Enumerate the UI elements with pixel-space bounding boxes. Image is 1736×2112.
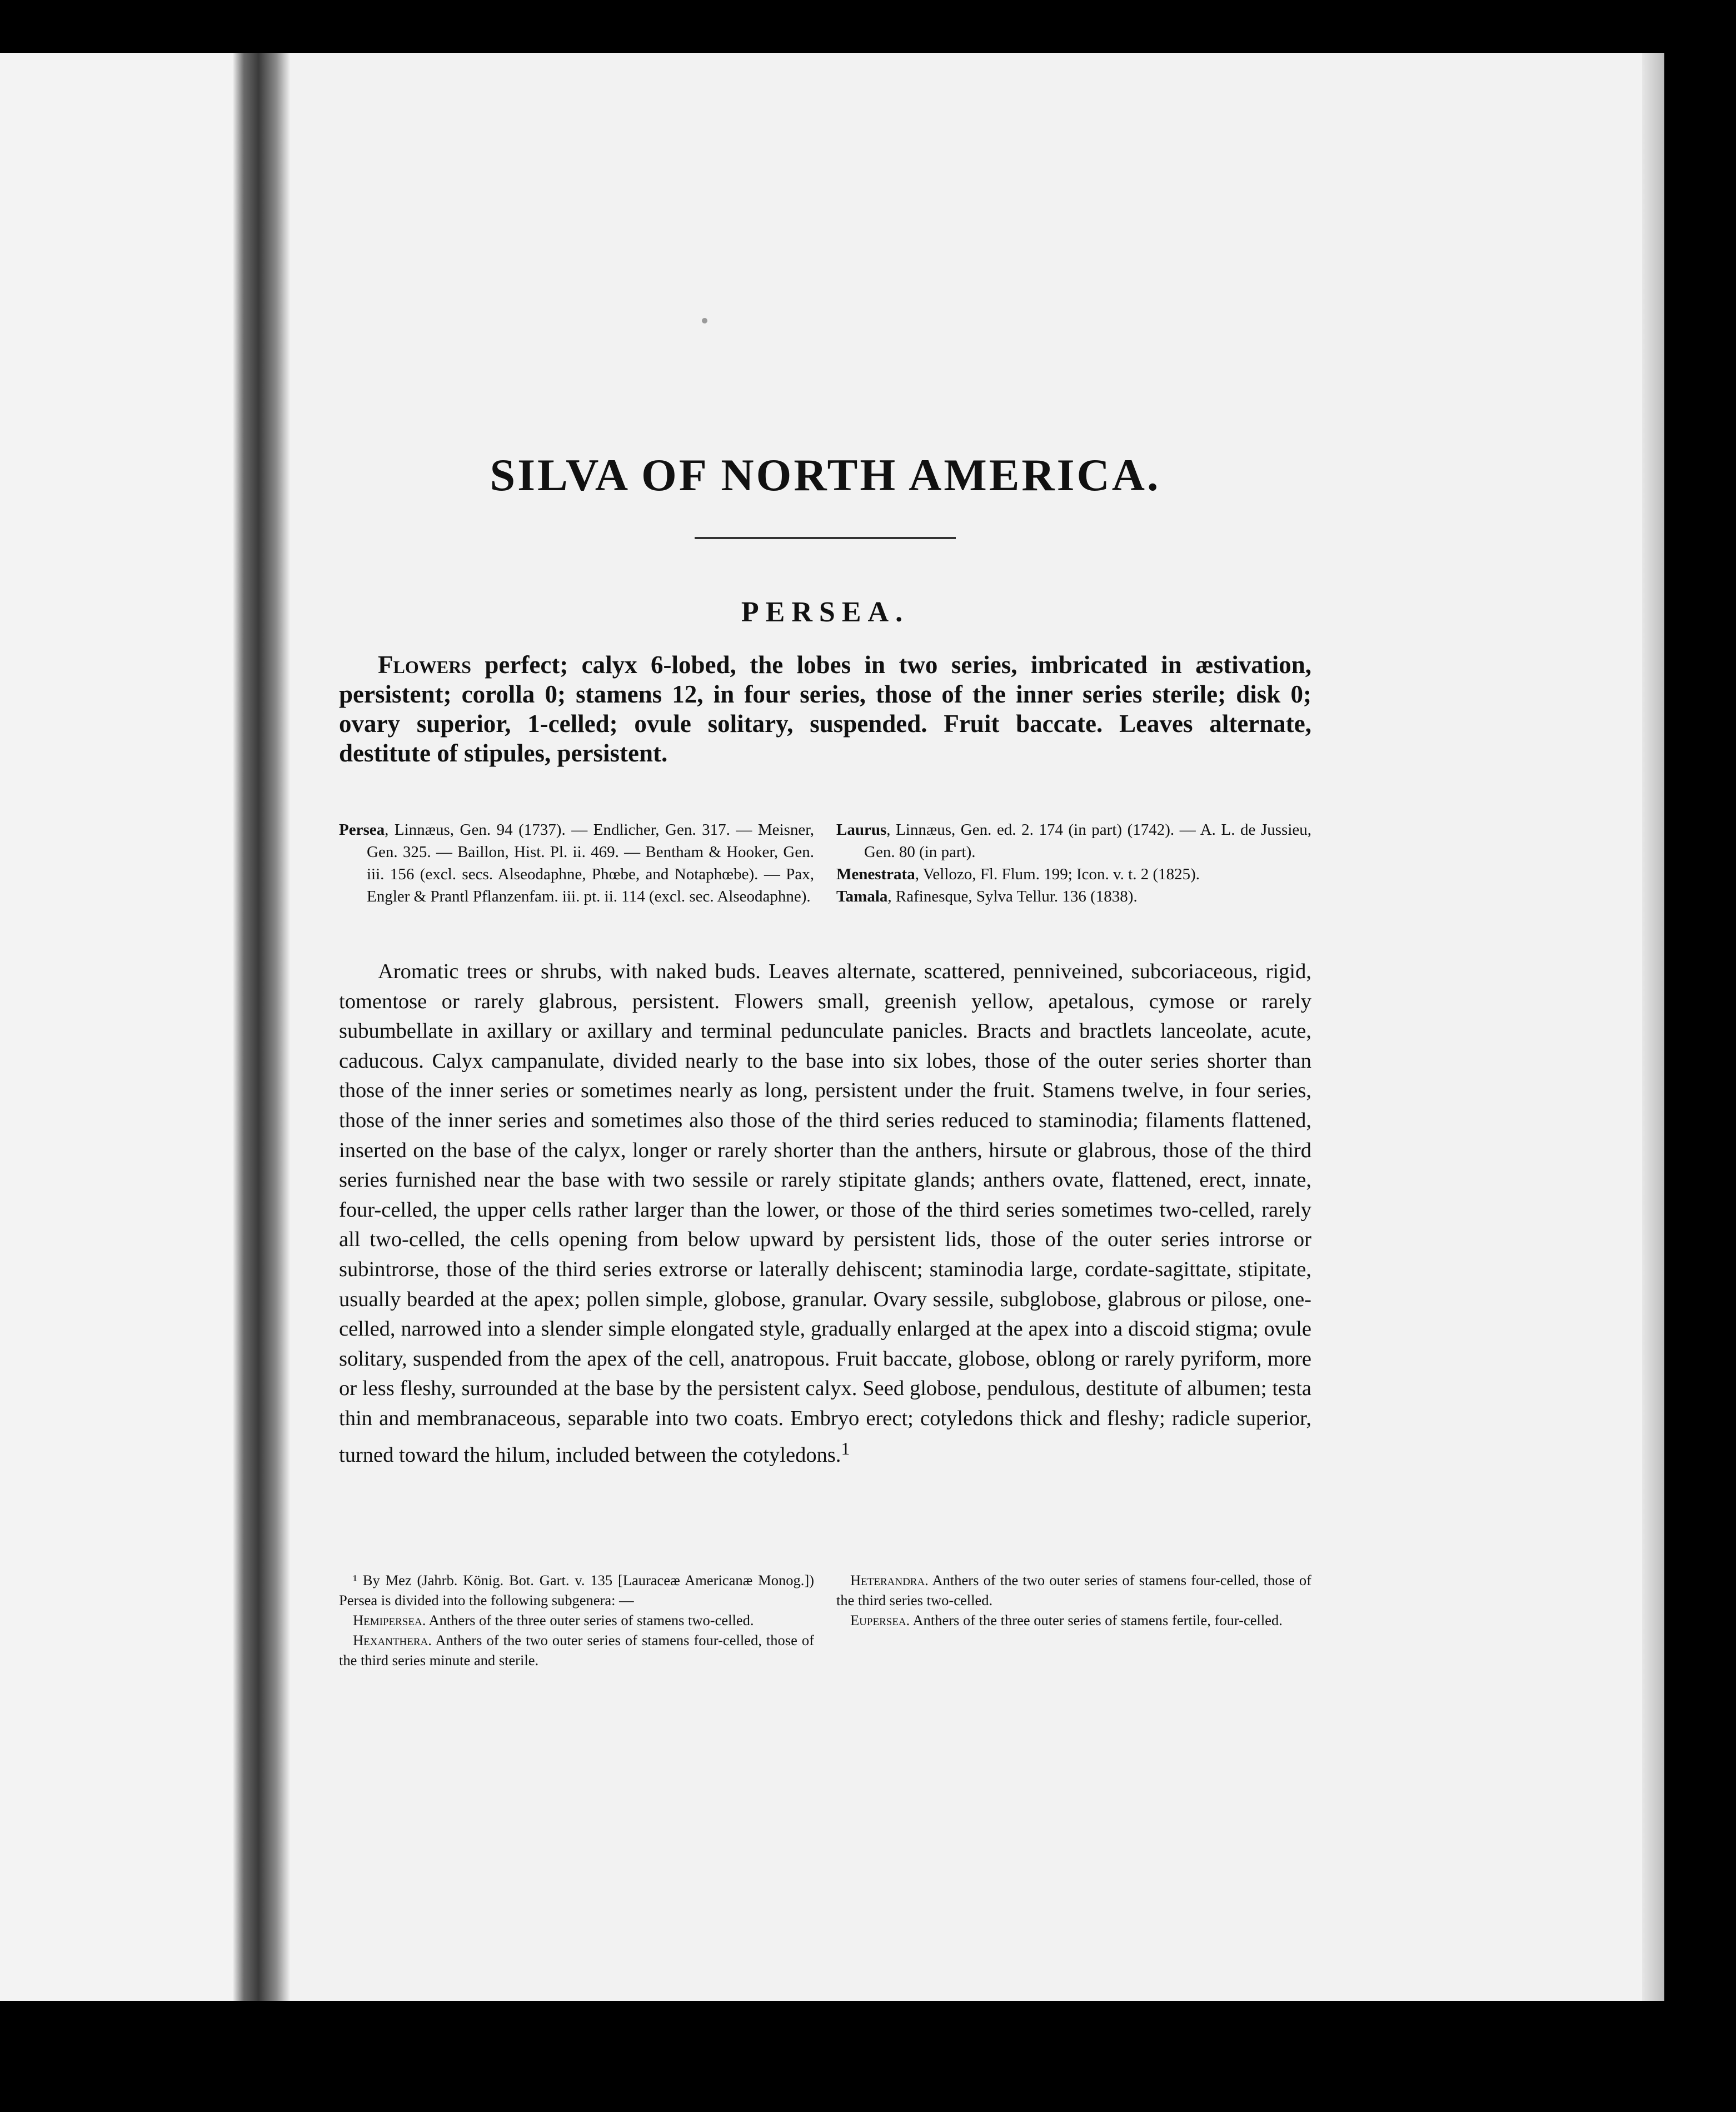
footnote-subgenus bbox=[339, 1630, 814, 1670]
synonymy-entry bbox=[836, 863, 1311, 885]
genus-description-text: perfect; calyx 6-lobed, the lobes in two series, imbricated in æstivation, persistent; corolla 0; stamens 12, in four series, those of the inner series sterile; disk 0; ovary superior, 1-celled; ovule solitary, suspended. Fruit baccate. Leaves alternate, destitute of stipules, persistent. bbox=[339, 651, 1311, 767]
synonym-name: Persea bbox=[339, 821, 385, 839]
subgenus-name: Eupersea. bbox=[850, 1612, 910, 1628]
subgenus-text: Anthers of the two outer series of stamens four-celled, those of the third series two-celled. bbox=[836, 1572, 1311, 1608]
genus-body-text bbox=[339, 957, 1311, 1471]
synonym-name: Laurus bbox=[836, 821, 887, 839]
footnote-subgenus bbox=[836, 1610, 1311, 1630]
genus-description-lead: Flowers bbox=[378, 651, 471, 679]
title-rule bbox=[695, 537, 956, 539]
synonymy-entry bbox=[339, 819, 814, 908]
subgenus-name: Heterandra. bbox=[850, 1572, 929, 1588]
paper-speck bbox=[702, 318, 707, 323]
genus-heading: PERSEA. bbox=[741, 596, 910, 628]
footnotes-left-column bbox=[339, 1570, 814, 1670]
footnote-subgenus bbox=[836, 1570, 1311, 1610]
synonym-name: Tamala bbox=[836, 888, 888, 905]
synonym-citation: , Vellozo, Fl. Flum. 199; Icon. v. t. 2 (1825). bbox=[915, 865, 1200, 883]
left-page bbox=[0, 53, 232, 2001]
footnote-intro: ¹ By Mez (Jahrb. König. Bot. Gart. v. 135 [Lauraceæ Americanæ Monog.]) Persea is divided into the following subgenera: — bbox=[339, 1572, 814, 1608]
footnote-subgenus bbox=[339, 1610, 814, 1630]
synonymy-entry bbox=[836, 819, 1311, 863]
synonym-name: Menestrata bbox=[836, 865, 915, 883]
footnotes-right-column bbox=[836, 1570, 1311, 1630]
subgenus-text: Anthers of the two outer series of stamens four-celled, those of the third series minute and sterile. bbox=[339, 1632, 814, 1668]
synonymy-left-column bbox=[339, 819, 814, 908]
subgenus-name: Hexanthera. bbox=[353, 1632, 432, 1648]
page-edge bbox=[1642, 53, 1664, 2001]
synonym-citation: , Linnæus, Gen. ed. 2. 174 (in part) (1742). — A. L. de Jussieu, Gen. 80 (in part). bbox=[864, 821, 1311, 861]
page-title: SILVA OF NORTH AMERICA. bbox=[490, 450, 1161, 500]
subgenus-text: Anthers of the three outer series of stamens two-celled. bbox=[426, 1612, 754, 1628]
synonymy-entry bbox=[836, 885, 1311, 908]
subgenus-name: Hemipersea. bbox=[353, 1612, 426, 1628]
subgenus-text: Anthers of the three outer series of stamens fertile, four-celled. bbox=[910, 1612, 1283, 1628]
genus-description bbox=[339, 650, 1311, 768]
synonym-citation: , Rafinesque, Sylva Tellur. 136 (1838). bbox=[887, 888, 1138, 905]
body-paragraph: Aromatic trees or shrubs, with naked buds. Leaves alternate, scattered, penniveined, subcoriaceous, rigid, tomentose or rarely glabrous, persistent. Flowers small, greenish yellow, apetalous, cymose or rarely subumbellate in axillary or axillary and terminal pedunculate panicles. Bracts and bractlets lanceolate, acute, caducous. Calyx campanulate, divided nearly to the base into six lobes, those of the outer series shorter than those of the inner series or sometimes nearly as long, persistent under the fruit. Stamens twelve, in four series, those of the inner series and sometimes also those of the third series reduced to staminodia; filaments flattened, inserted on the base of the calyx, longer or rarely shorter than the anthers, hirsute or glabrous, those of the third series furnished near the base with two sessile or rarely stipitate glands; anthers ovate, flattened, erect, innate, four-celled, the upper cells rather larger than the lower, or those of the third series sometimes two-celled, rarely all two-celled, the cells opening from below upward by persistent lids, those of the outer series introrse or subintrorse, those of the third series extrorse or laterally dehiscent; staminodia large, cordate-sagittate, stipitate, usually bearded at the apex; pollen simple, globose, granular. Ovary sessile, subglobose, glabrous or pilose, one-celled, narrowed into a slender simple elongated style, gradually enlarged at the apex into a discoid stigma; ovule solitary, suspended from the apex of the cell, anatropous. Fruit baccate, globose, oblong or rarely pyriform, more or less fleshy, surrounded at the base by the persistent calyx. Seed globose, pendulous, destitute of albumen; testa thin and membranaceous, separable into two coats. Embryo erect; cotyledons thick and fleshy; radicle superior, turned toward the hilum, included between the cotyledons. bbox=[339, 960, 1311, 1467]
synonym-citation: , Linnæus, Gen. 94 (1737). — Endlicher, Gen. 317. — Meisner, Gen. 325. — Baillon, Hist. Pl. ii. 469. — Bentham & Hooker, Gen. iii. 156 (excl. secs. Alseodaphne, Phœbe, and Notaphœbe). — Pax, Engler & Prantl Pflanzenfam. iii. pt. ii. 114 (excl. sec. Alseodaphne). bbox=[367, 821, 814, 905]
synonymy-right-column bbox=[836, 819, 1311, 908]
footnote-marker: 1 bbox=[841, 1438, 850, 1458]
book-gutter bbox=[232, 53, 291, 2001]
